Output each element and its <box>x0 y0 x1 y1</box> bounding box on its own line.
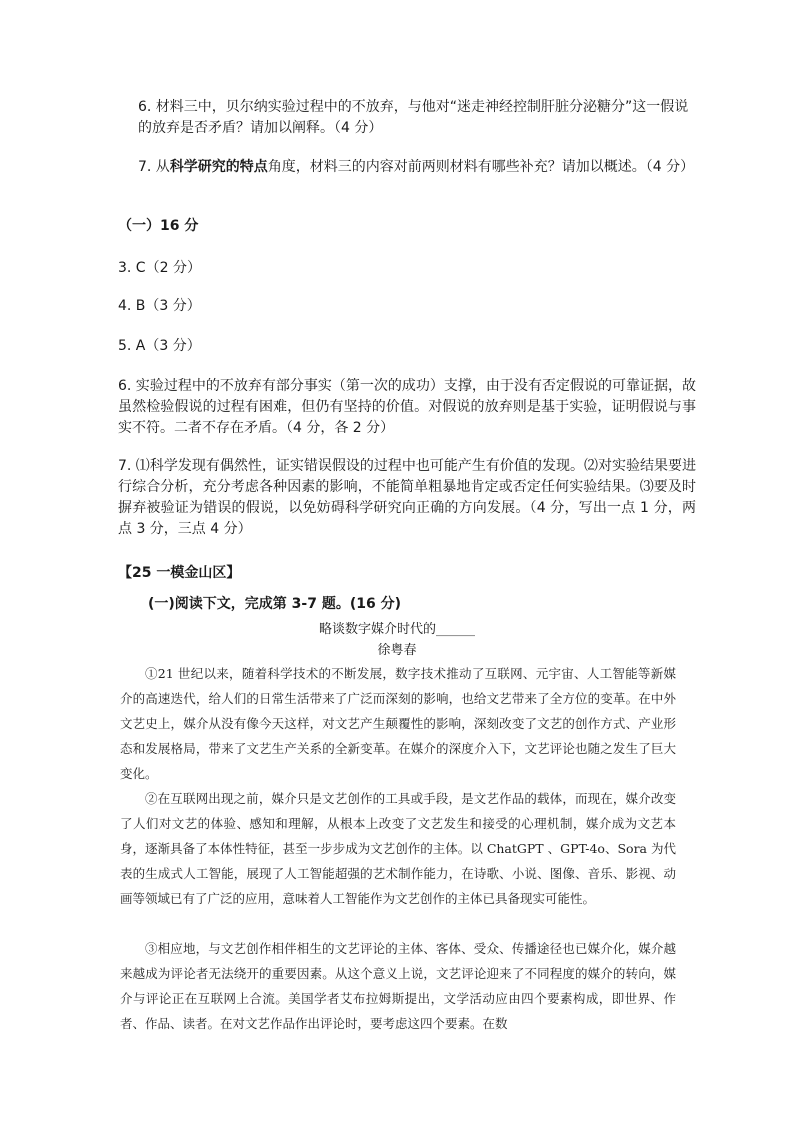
article-title: 略谈数字媒介时代的______ <box>318 622 475 637</box>
article-paragraph-1: ①21 世纪以来，随着科学技术的不断发展，数字技术推动了互联网、元宇宙、人工智能等新媒介的高速迭代，给人们的日常生活带来了广泛而深刻的影响，也给文艺带来了全方位的变革。在中外文艺史上，媒介从没有像今天这样，对文艺产生颠覆性的影响，深刻改变了文艺的创作方式、产业形态和发展格局，带来了文艺生产关系的全新变革。在媒介的深度介入下，文艺评论也随之发生了巨大变化。 <box>120 666 676 781</box>
article-paragraph-3: ③相应地，与文艺创作相伴相生的文艺评论的主体、客体、受众、传播途径也已媒介化，媒介越来越成为评论者无法绕开的重要因素。从这个意义上说，文艺评论迎来了不同程度的媒介的转向，媒介与评论正在互联网上合流。美国学者艾布拉姆斯提出，文学活动应由四个要素构成，即世界、作者、作品、读者。在对文艺作品作出评论时，要考虑这四个要素。在数 <box>120 941 676 1031</box>
article-author: 徐粤春 <box>377 643 417 658</box>
answer-5: 5. A（3 分） <box>118 338 201 354</box>
answer-section-heading: （一）16 分 <box>118 218 199 234</box>
exam-instruction: (一)阅读下文，完成第 3-7 题。(16 分) <box>148 596 401 612</box>
question-7 <box>138 157 698 178</box>
exam-heading: 【25 一模金山区】 <box>118 565 241 581</box>
answer-4: 4. B（3 分） <box>118 298 201 314</box>
question-7-emphasis: 科学研究的特点 <box>169 159 268 175</box>
answer-7: 7. ⑴科学发现有偶然性，证实错误假设的过程中也可能产生有价值的发现。⑵对实验结果要进行综合分析，充分考虑各种因素的影响，不能简单粗暴地肯定或否定任何实验结果。⑶要及时摒弃被验证为错误的假说，以免妨碍科学研究向正确的方向发展。（4 分，写出一点 1 分，两点 3 分，三点 4 分） <box>118 458 696 537</box>
question-7-prefix: 7. 从 <box>138 159 170 175</box>
article-paragraph-2: ②在互联网出现之前，媒介只是文艺创作的工具或手段，是文艺作品的载体，而现在，媒介改变了人们对文艺的体验、感知和理解，从根本上改变了文艺发生和接受的心理机制，媒介成为文艺本身，逐渐具备了本体性特征，甚至一步步成为文艺创作的主体。以 ChatGPT 、GPT-4o、Sora 为代表的生成式人工智能，展现了人工智能超强的艺术制作能力，在诗歌、小说、图像、音乐、影视、动画等领域已有了广泛的应用，意味着人工智能作为文艺创作的主体已具备现实可能性。 <box>120 791 676 906</box>
answer-6: 6. 实验过程中的不放弃有部分事实（第一次的成功）支撑，由于没有否定假说的可靠证据，故虽然检验假说的过程有困难，但仍有坚持的价值。对假说的放弃则是基于实验，证明假说与事实不符。二者不存在矛盾。（4 分，各 2 分） <box>118 378 696 436</box>
answer-3: 3. C（2 分） <box>118 260 201 276</box>
question-7-suffix: 角度，材料三的内容对前两则材料有哪些补充？请加以概述。（4 分） <box>267 159 695 175</box>
question-6: 6. 材料三中，贝尔纳实验过程中的不放弃，与他对“迷走神经控制肝脏分泌糖分”这一假说的放弃是否矛盾？请加以阐释。（4 分） <box>138 99 689 136</box>
